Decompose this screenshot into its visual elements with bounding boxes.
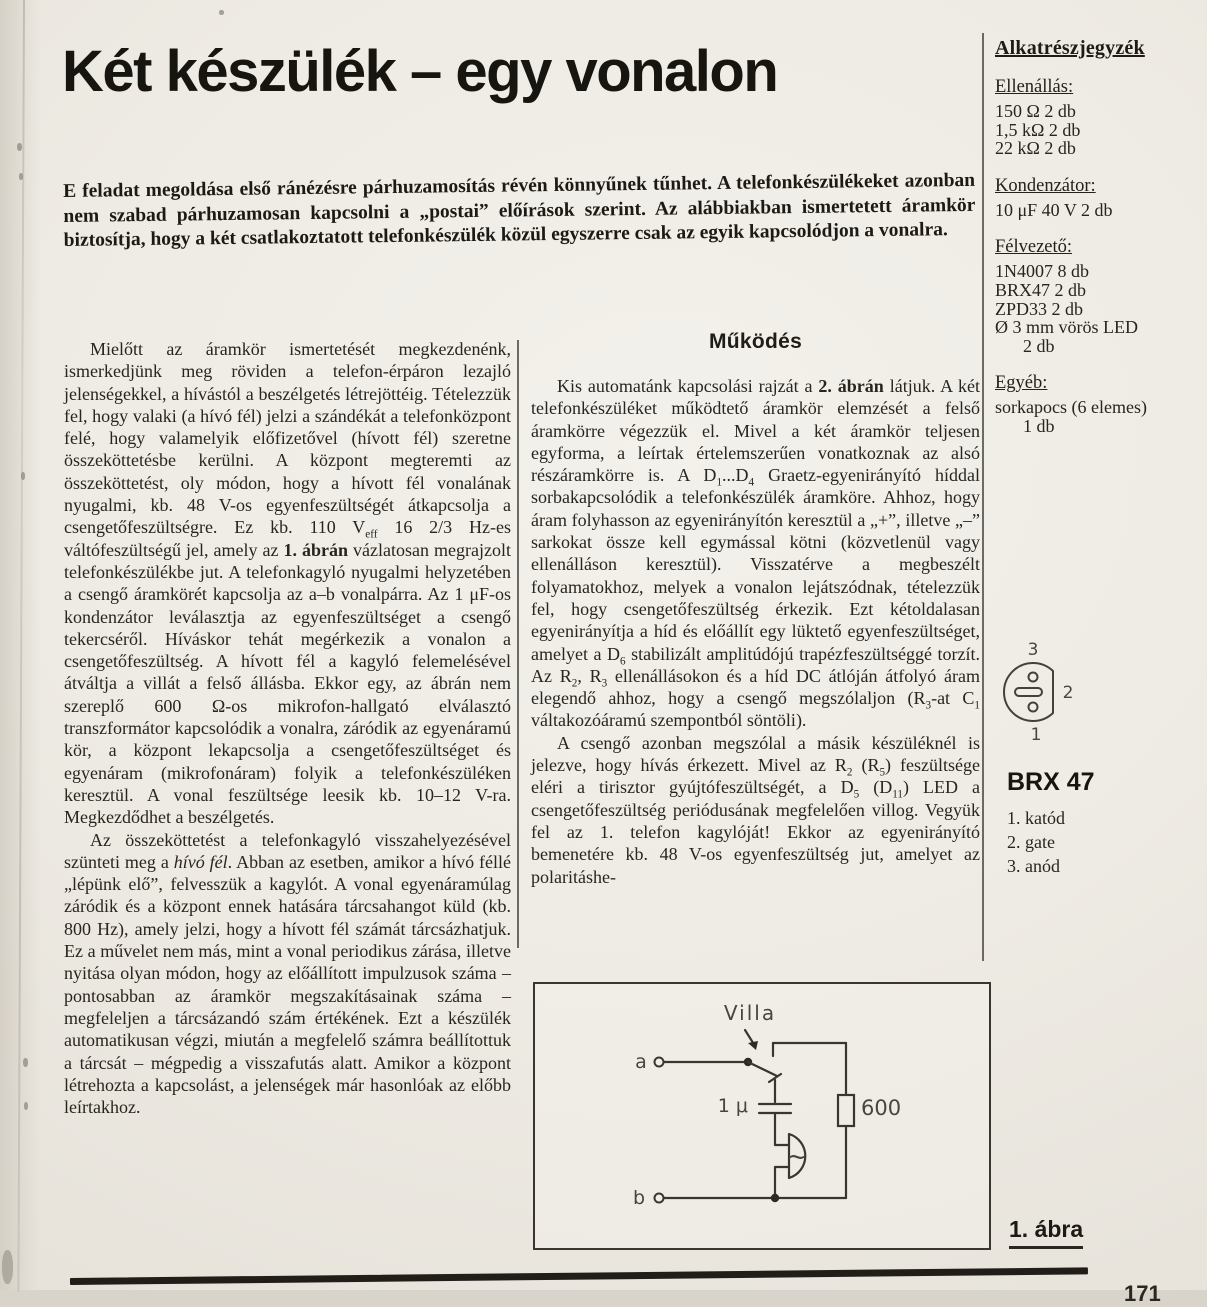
switch-label: Villa (723, 1001, 777, 1025)
figure-caption: 1. ábra (1009, 1216, 1083, 1249)
terminal-a-label: a (635, 1051, 647, 1073)
switch-blade (748, 1062, 777, 1076)
resistor-label: 600 (861, 1096, 902, 1120)
parts-sections (995, 76, 1200, 436)
paragraph: A csengő azonban megszólal a másik készüléknél is jelezve, hogy hívás érkezett. Mivel az $R_2$ $(R_5)$ feszültsége eléri a tirisztor gyújtófeszültségét, a $D_5$ $(D_{11})$ LED a csengetőfeszültség periódusának megfelelően villog. Vegyük fel az 1. telefon kagylóját! Ekkor az egyenirányító bemenetére kb. 48 V-os egyenfeszültség jut, amelyet az polaritáshe- (531, 732, 981, 887)
column-divider-rule (517, 340, 519, 948)
bell-symbol: ~ (786, 1142, 808, 1172)
scan-artifact-dot (19, 173, 23, 180)
parts-section (995, 372, 1200, 435)
scan-artifact-smudge (2, 1250, 13, 1284)
parts-list (995, 36, 1200, 453)
figure-1 (533, 982, 991, 1250)
pin-number-top: 3 (1027, 640, 1039, 660)
paragraph: Kis automatánk kapcsolási rajzát a 2. ábrán látjuk. A két telefonkészüléket működtető áramkör elemzését a felső áramkörre végezzük el. Mivel a két áramkör teljesen egyforma, a leírtak értelemszerűen vonatkoznak az alsó részáramkörre is. A $D_1...D_4$ Graetz-egyenirányító híddal sorbakapcsolódik a telefonkészülék áramköre. Ahhoz, hogy áram folyhasson az egyenirányítón keresztül a „+”, illetve „–” sarkokat össze kell egymással kötni (közvetlenül vagy ellenálláson keresztül). Visszatérve a megbeszélt folyamatokhoz, melyek a vonalon lejátszódnak, tételezzük fel, hogy csengetőfeszültség érkezik. Ezt kétoldalasan egyenirányítja a híd és előállít egy lüktető egyenfeszültséget, amelyet a $D_6$ stabilizált amplitúdójú trapézfeszültséggé torzít. Az $R_2$, $R_3$ ellenállásokon és a híd DC átlóján átfolyó áram elegendő ahhoz, hogy a csengő megszólaljon ($R_3-at$ $C_1$ váltakozóáramú szempontból söntöli). (531, 376, 980, 731)
pinout-legend (1007, 806, 1065, 878)
parts-item: 1,5 kΩ 2 db (995, 119, 1081, 140)
scan-artifact-dot (24, 1102, 28, 1110)
resistor-body (838, 1095, 854, 1126)
section-heading: Működés (708, 330, 803, 353)
parts-section-label: Egyéb: (995, 373, 1048, 394)
scan-artifact-dot (21, 472, 25, 480)
parts-section (995, 76, 1200, 158)
parts-item: 1N4007 8 db (995, 261, 1089, 282)
parts-list-heading: Alkatrészjegyzék (995, 37, 1145, 59)
scan-artifact-dot (23, 1058, 28, 1067)
parts-section-label: Kondenzátor: (995, 175, 1096, 196)
pin-hole-anode (1029, 673, 1038, 682)
parts-section (995, 175, 1200, 220)
pointer-arrowhead (748, 1041, 758, 1050)
scan-artifact-dot (17, 143, 22, 151)
parts-section (995, 236, 1200, 355)
scan-artifact-dot (219, 10, 224, 15)
parts-item: ZPD33 2 db (995, 298, 1084, 319)
article-lead: E feladat megoldása első ránézésre párhuzamosítás révén könnyűnek tűnhet. A telefonkészülékeket azonban nem szabad párhuzamosan kapcsolni a „postai” előírások szerint. Az alábbiakban ismertetett áramkör biztosítja, hogy a két csatlakoztatott telefonkészülék közül egyszerre csak az egyik kapcsolódjon a vonalra. (63, 169, 976, 252)
pin-number-bottom: 1 (1030, 725, 1042, 745)
parts-item: 1 db (1023, 415, 1055, 436)
terminal-a-circle (655, 1058, 664, 1067)
parts-item: 150 Ω 2 db (995, 101, 1076, 121)
page-title: Két készülék – egy vonalon (62, 39, 778, 104)
parts-item: 10 μF 40 V 2 db (995, 199, 1113, 220)
paragraph: Mielőtt az áramkör ismertetését megkezdenénk, ismerkedjünk meg röviden a telefon-érpáron lezajló jelenségekkel, a hívástól a beszélgetés létrejöttéig. Tételezzük fel, hogy valaki (a hívó fél) jelzi a szándékát a telefonközpont felé, hogy valamelyik előfizetővel (hívott fél) szeretne összeköttetésbe kerülni. A központ megteremti az összeköttetést, oly módon, hogy a hívott fél vonalának nyugalmi, kb. 48 V-os egyenfeszültségét átkapcsolja a csengetőfeszültségre. Ez kb. 110 $V_{eff}$ 16 2/3 Hz-es váltófeszültségű jel, amely az 1. ábrán vázlatosan megrajzolt telefonkészülékbe jut. A telefonkagyló nyugalmi helyzetében a csengő áramkörét kapcsolja az a–b vonalpárra. Az 1 μF-os kondenzátor leválasztja az egyenfeszültséget a csengő tekercséről. Híváskor tehát megérkezik a vonalon a csengetőfeszültség. A hívott fél a kagyló felemelésével átváltja a villát a felső állásba. Ekkor egy, az ábrán nem szereplő 600 Ω-os mikrofon-hallgató elválasztó transzformátor kapcsolódik a vonalra, záródik az egyenáramú kör, a központ lekapcsolja a csengetőfeszültséget és egyenáram (mikrofonáram) folyik a telefonkészüléken keresztül. A vonal feszültsége leesik kb. 10–12 V-ra. Megkezdődhet a beszélgetés. (64, 339, 511, 828)
junction-dot-bottom (771, 1194, 779, 1202)
parts-item: 22 kΩ 2 db (995, 138, 1076, 159)
pinout-title: BRX 47 (1007, 768, 1095, 796)
pin-slot-gate (1015, 688, 1042, 696)
capacitor-label: 1 μ (717, 1095, 748, 1117)
pin-hole-cathode (1029, 703, 1038, 712)
terminal-b-circle (655, 1194, 664, 1203)
parts-item: Ø 3 mm vörös LED (995, 317, 1138, 338)
article-right-column (531, 330, 980, 982)
article-left-column (64, 338, 511, 1278)
pinout-legend-item: 1. katód (1007, 808, 1065, 828)
package-outline (1004, 663, 1053, 721)
telephone-circuit-schematic (535, 984, 989, 1248)
pinout-legend-item: 3. anód (1007, 856, 1060, 876)
paragraph: Az összeköttetést a telefonkagyló visszahelyezésével szünteti meg a hívó fél. Abban az esetben, amikor a hívó féllé „lépünk elő”, felvesszük a kagylót. A vonal egyenáramúlag záródik és a központ ennek hatására tárcsahangot küld (kb. 800 Hz), amely jelzi, hogy a hívott fél számát tárcsázhatjuk. Ez a művelet nem más, mint a vonal periodikus zárása, illetve nyitása olyan módon, hogy az előállított impulzusok száma – pontosabban az áramkör megszakításainak száma – megfeleljen a tárcsázandó szám értékének. Ezt a készülék automatikusan végzi, miután a megfelelő számra beállítottuk a tárcsát – mégpedig a visszafutás alatt. Amikor a központ létrehozta a kapcsolást, a jelenségek már hasonlóak az előbb leírtakhoz. (64, 829, 511, 1118)
parts-item: BRX47 2 db (995, 279, 1087, 300)
brx47-pinout-drawing (980, 633, 1100, 748)
parts-section-label: Ellenállás: (995, 77, 1074, 97)
pinout-legend-item: 2. gate (1007, 832, 1055, 852)
pin-number-right: 2 (1062, 683, 1074, 703)
parts-item: 2 db (1023, 335, 1055, 356)
parts-section-label: Félvezető: (995, 237, 1073, 258)
terminal-b-label: b (632, 1187, 646, 1209)
page-number: 171 (1124, 1281, 1161, 1306)
sidebar-divider-rule (982, 33, 984, 961)
parts-item: sorkapocs (6 elemes) (995, 397, 1147, 418)
right-column-text (531, 375, 980, 888)
